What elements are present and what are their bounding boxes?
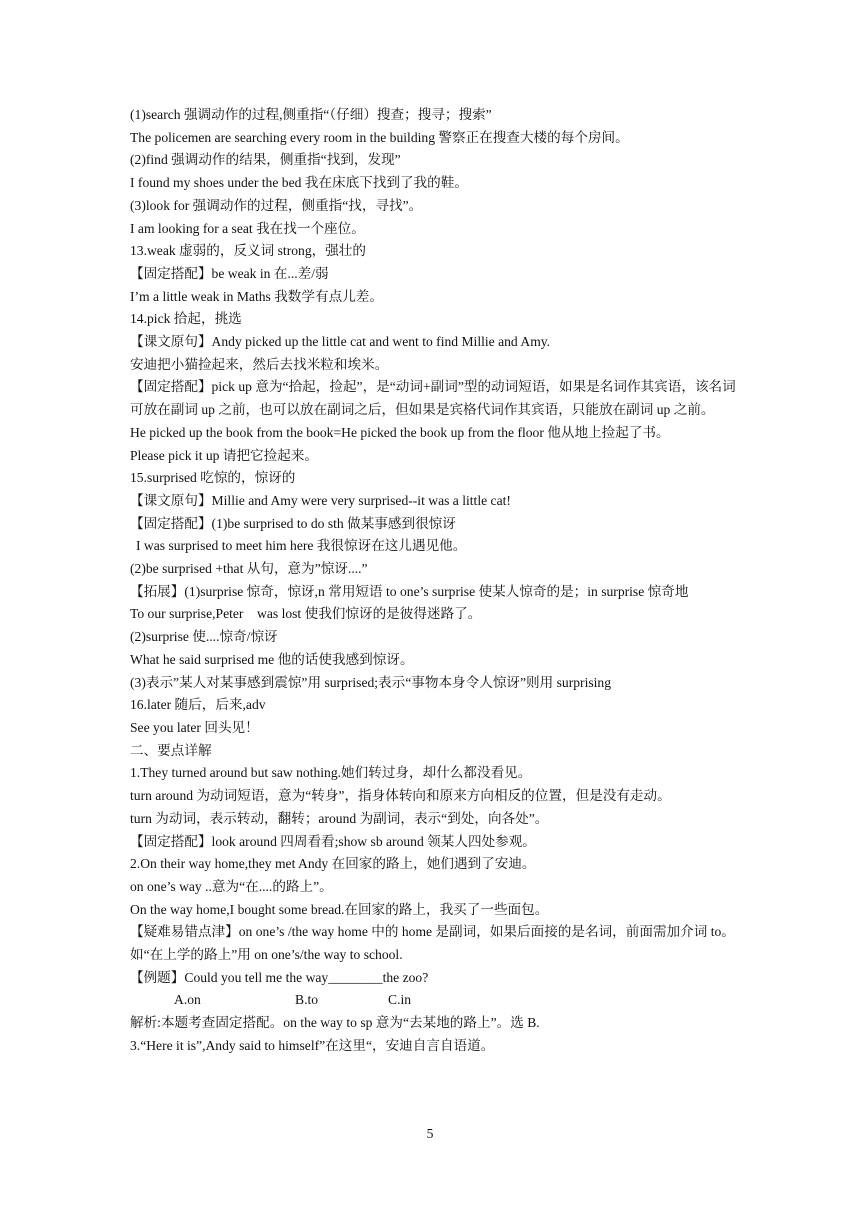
text-line: 【固定搭配】be weak in 在...差/弱 <box>130 265 329 281</box>
text-line: I am looking for a seat 我在找一个座位。 <box>130 220 365 236</box>
text-paragraph: 【疑难易错点津】on one’s /the way home 中的 home 是副词，如果后面接的是名词，前面需加介词 to。如“在上学的路上”用 on one’s/the way to school. <box>130 924 735 963</box>
text-line: on one’s way ..意为“在....的路上”。 <box>130 878 333 894</box>
text-line: 【课文原句】Andy picked up the little cat and went to find Millie and Amy. <box>130 334 551 350</box>
section-heading: 15.surprised 吃惊的，惊讶的 <box>130 470 296 486</box>
text-line: (2)be surprised +that 从句，意为”惊讶....” <box>130 561 368 577</box>
text-line: (3)look for 强调动作的过程，侧重指“找，寻找”。 <box>130 197 423 213</box>
text-line: 【固定搭配】(1)be surprised to do sth 做某事感到很惊讶 <box>130 515 456 531</box>
text-line: turn 为动词，表示转动，翻转；around 为副词，表示“到处，向各处”。 <box>130 810 549 826</box>
text-line: I found my shoes under the bed 我在床底下找到了我的鞋。 <box>130 175 468 191</box>
text-line: He picked up the book from the book=He picked the book up from the floor 他从地上捡起了书。 <box>130 424 670 440</box>
text-line: I was surprised to meet him here 我很惊讶在这儿遇见他。 <box>136 538 467 554</box>
text-line: I’m a little weak in Maths 我数学有点儿差。 <box>130 288 383 304</box>
text-line: To our surprise,Peter was lost 使我们惊讶的是彼得迷路了。 <box>130 606 482 622</box>
text-line: See you later 回头见！ <box>130 719 259 735</box>
option-a: A.on <box>174 992 201 1008</box>
text-line: What he said surprised me 他的话使我感到惊讶。 <box>130 651 414 667</box>
text-line: 3.“Here it is”,Andy said to himself”在这里“，安迪自言自语道。 <box>130 1037 495 1053</box>
section-heading: 13.weak 虚弱的，反义词 strong，强壮的 <box>130 243 366 259</box>
text-line: The policemen are searching every room in the building 警察正在搜查大楼的每个房间。 <box>130 129 629 145</box>
page-number: 5 <box>426 1126 434 1141</box>
text-line: 1.They turned around but saw nothing.她们转过身，却什么都没看见。 <box>130 765 532 781</box>
text-line: (2)surprise 使....惊奇/惊讶 <box>130 629 278 645</box>
section-heading: 16.later 随后，后来,adv <box>130 697 266 713</box>
option-c: C.in <box>388 992 412 1008</box>
text-line: 【固定搭配】look around 四周看看;show sb around 领某人四处参观。 <box>130 833 536 849</box>
text-line: On the way home,I bought some bread.在回家的路上，我买了一些面包。 <box>130 901 549 917</box>
section-heading: 14.pick 拾起，挑选 <box>130 311 242 327</box>
text-line: 安迪把小猫捡起来，然后去找米粒和埃米。 <box>130 356 389 372</box>
text-line: 【课文原句】Millie and Amy were very surprised--it was a little cat! <box>130 492 511 508</box>
example-question: 【例题】Could you tell me the way________the zoo? <box>130 969 429 985</box>
option-b: B.to <box>295 992 319 1008</box>
text-line: (3)表示”某人对某事感到震惊”用 surprised;表示“事物本身令人惊讶”则用 surprising <box>130 674 612 690</box>
text-line: Please pick it up 请把它捡起来。 <box>130 447 319 463</box>
text-line: turn around 为动词短语，意为“转身”，指身体转向和原来方向相反的位置，但是没有走动。 <box>130 788 671 804</box>
part-heading: 二、要点详解 <box>130 742 212 758</box>
text-line: 解析:本题考查固定搭配。on the way to sp 意为“去某地的路上”。选 B. <box>130 1015 540 1031</box>
text-paragraph: 【固定搭配】pick up 意为“拾起，捡起”，是“动词+副词”型的动词短语，如果是名词作其宾语，该名词可放在副词 up 之前，也可以放在副词之后，但如果是宾格代词作其宾语，只能放在副词 up 之前。 <box>130 379 736 418</box>
page-body <box>130 104 740 1058</box>
text-paragraph: 【拓展】(1)surprise 惊奇，惊讶,n 常用短语 to one’s surprise 使某人惊奇的是；in surprise 惊奇地 <box>130 583 689 599</box>
text-line: (1)search 强调动作的过程,侧重指“（仔细）搜查；搜寻；搜索” <box>130 107 492 122</box>
answer-options <box>130 989 740 1012</box>
text-line: (2)find 强调动作的结果，侧重指“找到，发现” <box>130 152 401 168</box>
text-line: 2.On their way home,they met Andy 在回家的路上，她们遇到了安迪。 <box>130 856 536 872</box>
